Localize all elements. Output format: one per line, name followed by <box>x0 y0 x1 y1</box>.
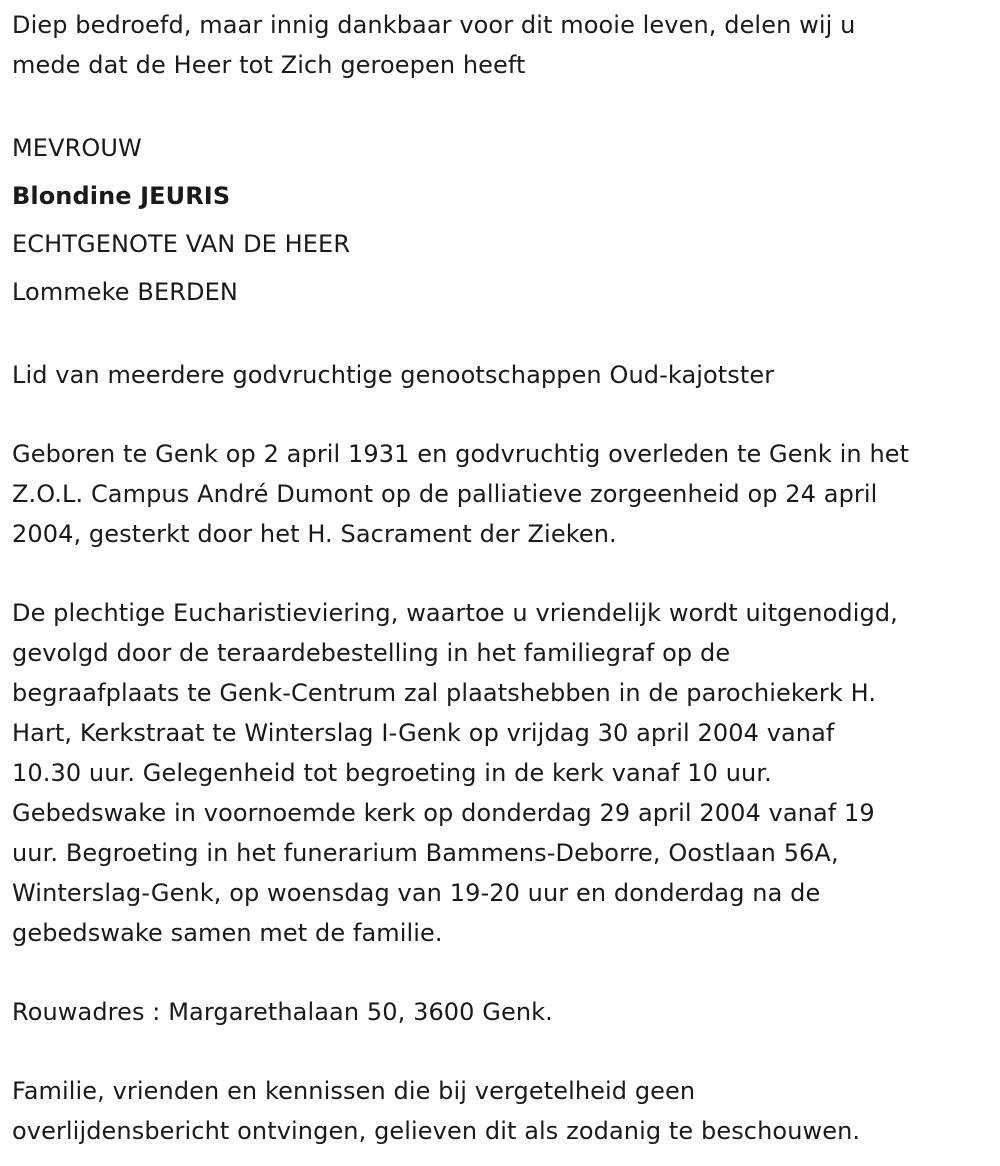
deceased-block <box>12 124 1000 316</box>
membership-line: Lid van meerdere godvruchtige genootschappen Oud-kajotster <box>12 361 775 389</box>
ceremony-line: Winterslag-Genk, op woensdag van 19-20 uur en donderdag na de <box>12 879 821 907</box>
ceremony-line: uur. Begroeting in het funerarium Bammens-Deborre, Oostlaan 56A, <box>12 839 839 867</box>
ceremony-line: Hart, Kerkstraat te Winterslag I-Genk op vrijdag 30 april 2004 vanaf <box>12 719 835 747</box>
closing-line: overlijdensbericht ontvingen, gelieven dit als zodanig te beschouwen. <box>12 1117 861 1145</box>
spouse-name: Lommeke BERDEN <box>12 278 238 306</box>
membership-paragraph <box>12 355 1000 395</box>
ceremony-line: gevolgd door de teraardebestelling in het familiegraf op de <box>12 639 731 667</box>
intro-line: Diep bedroefd, maar innig dankbaar voor dit mooie leven, delen wij u <box>12 11 856 39</box>
ceremony-line: 10.30 uur. Gelegenheid tot begroeting in de kerk vanaf 10 uur. <box>12 759 772 787</box>
address-paragraph <box>12 992 1000 1032</box>
birth-death-paragraph <box>12 434 1000 554</box>
ceremony-paragraph <box>12 593 1000 953</box>
intro-line: mede dat de Heer tot Zich geroepen heeft <box>12 51 526 79</box>
birth-death-line: Geboren te Genk op 2 april 1931 en godvruchtig overleden te Genk in het <box>12 440 910 468</box>
ceremony-line: Gebedswake in voornoemde kerk op donderdag 29 april 2004 vanaf 19 <box>12 799 875 827</box>
ceremony-line: begraafplaats te Genk-Centrum zal plaatshebben in de parochiekerk H. <box>12 679 877 707</box>
closing-line: Familie, vrienden en kennissen die bij vergetelheid geen <box>12 1077 696 1105</box>
spouse-label: ECHTGENOTE VAN DE HEER <box>12 230 351 258</box>
title-label: MEVROUW <box>12 134 142 162</box>
intro-paragraph <box>12 5 1000 85</box>
deceased-name: Blondine JEURIS <box>12 182 231 210</box>
ceremony-line: De plechtige Eucharistieviering, waartoe u vriendelijk wordt uitgenodigd, <box>12 599 898 627</box>
birth-death-line: 2004, gesterkt door het H. Sacrament der Zieken. <box>12 520 617 548</box>
address-line: Rouwadres : Margarethalaan 50, 3600 Genk. <box>12 998 553 1026</box>
closing-paragraph <box>12 1071 1000 1151</box>
birth-death-line: Z.O.L. Campus André Dumont op de palliatieve zorgeenheid op 24 april <box>12 480 878 508</box>
ceremony-line: gebedswake samen met de familie. <box>12 919 443 947</box>
